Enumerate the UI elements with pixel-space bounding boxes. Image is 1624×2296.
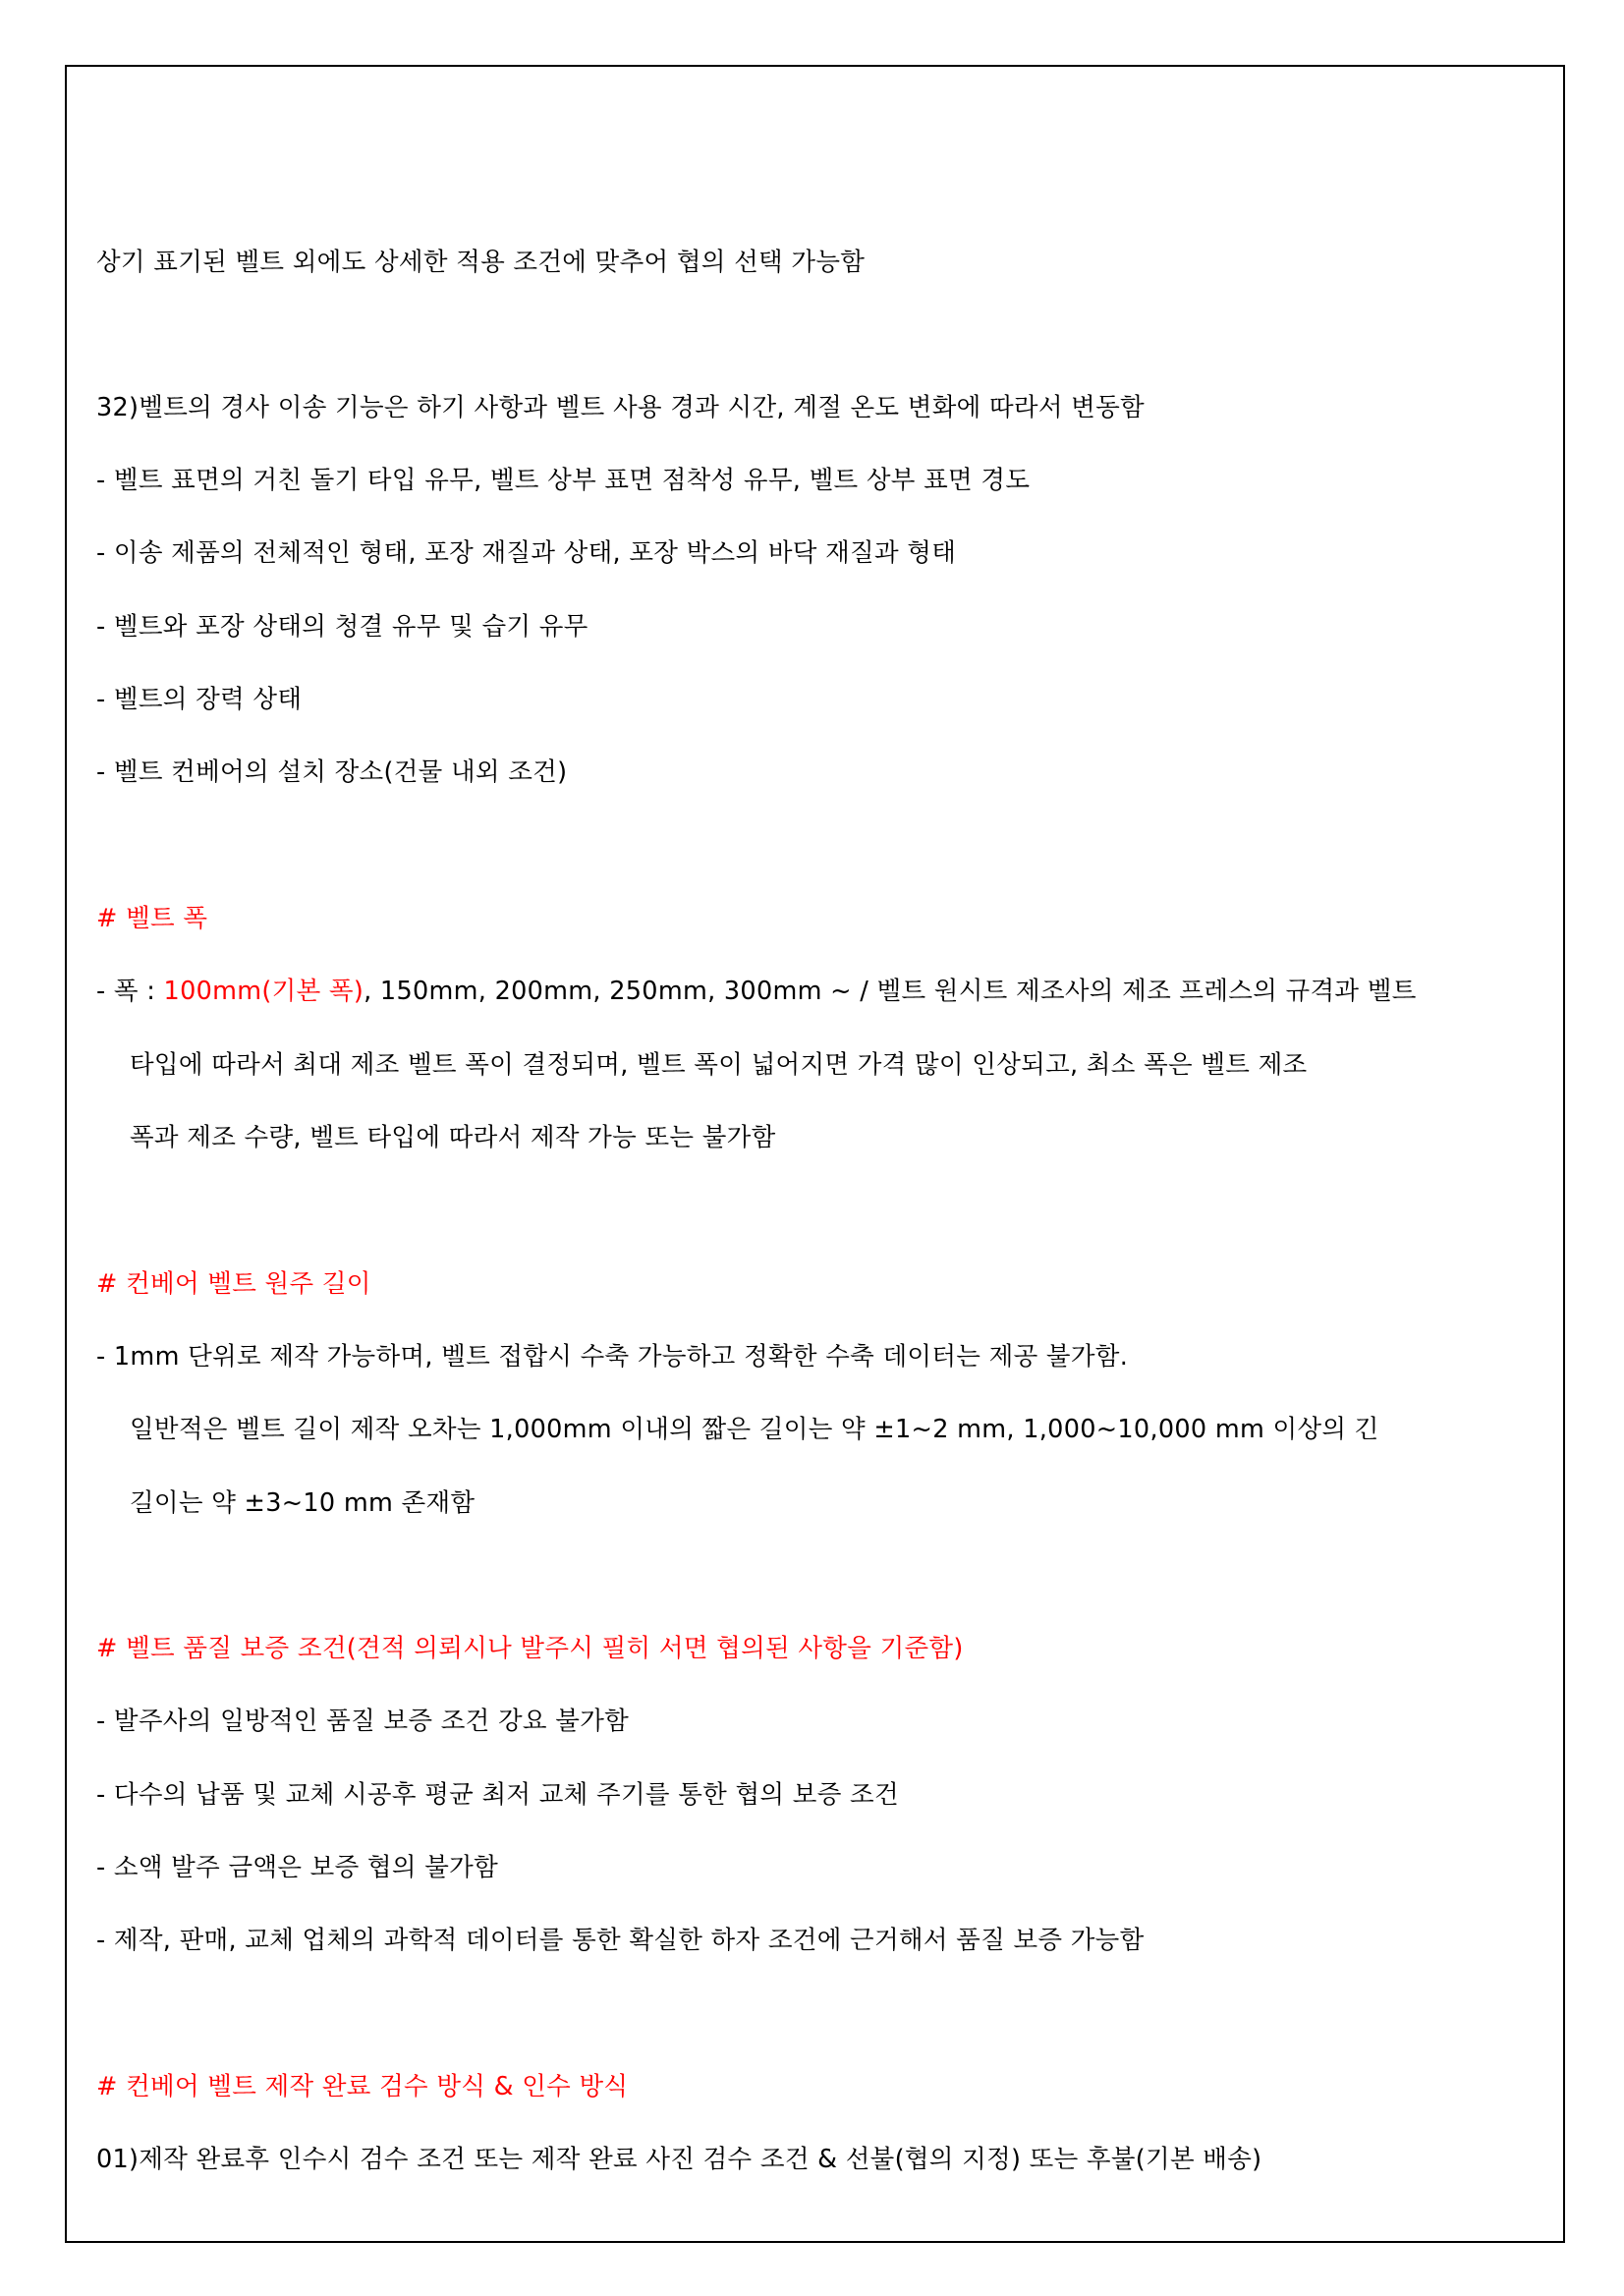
list-item: - 벨트의 장력 상태 [96,685,303,714]
belt-width-prefix: - 폭 : [96,977,164,1006]
list-item: - 소액 발주 금액은 보증 협의 불가함 [96,1853,498,1882]
inspection-line: 01)제작 완료후 인수시 검수 조건 또는 제작 완료 사진 검수 조건 & 선불(협의 지정) 또는 후불(기본 배송) [96,2145,1262,2174]
default-width-highlight: 100mm(기본 폭) [163,977,364,1006]
belt-width-line-3: 폭과 제조 수량, 벨트 타입에 따라서 제작 가능 또는 불가함 [130,1123,776,1152]
list-item: - 벨트 표면의 거친 돌기 타입 유무, 벨트 상부 표면 점착성 유무, 벨트 상부 표면 경도 [96,466,1031,495]
intro-note: 상기 표기된 벨트 외에도 상세한 적용 조건에 맞추어 협의 선택 가능함 [96,248,866,277]
belt-length-line-2: 일반적은 벨트 길이 제작 오차는 1,000mm 이내의 짧은 길이는 약 ±1~2 mm, 1,000~10,000 mm 이상의 긴 [130,1415,1379,1444]
heading-quality-warranty: # 벨트 품질 보증 조건(견적 의뢰시나 발주시 필히 서면 협의된 사항을 기준함) [96,1634,964,1663]
belt-width-rest: , 150mm, 200mm, 250mm, 300mm ~ / 벨트 원시트 제조사의 제조 프레스의 규격과 벨트 [364,977,1417,1006]
heading-belt-length: # 컨베어 벨트 원주 길이 [96,1269,371,1299]
list-item: - 벨트와 포장 상태의 청결 유무 및 습기 유무 [96,612,588,642]
list-item: - 이송 제품의 전체적인 형태, 포장 재질과 상태, 포장 박스의 바닥 재질과 형태 [96,538,957,568]
belt-width-line-2: 타입에 따라서 최대 제조 벨트 폭이 결정되며, 벨트 폭이 넓어지면 가격 많이 인상되고, 최소 폭은 벨트 제조 [130,1050,1308,1080]
list-item: - 제작, 판매, 교체 업체의 과학적 데이터를 통한 확실한 하자 조건에 근거해서 품질 보증 가능함 [96,1926,1145,1955]
heading-inspection-acceptance: # 컨베어 벨트 제작 완료 검수 방식 & 인수 방식 [96,2072,629,2101]
heading-belt-width: # 벨트 폭 [96,904,208,933]
incline-transport-note: 32)벨트의 경사 이송 기능은 하기 사항과 벨트 사용 경과 시간, 계절 온도 변화에 따라서 변동함 [96,393,1145,422]
list-item: - 발주사의 일방적인 품질 보증 조건 강요 불가함 [96,1707,630,1736]
belt-length-line-3: 길이는 약 ±3~10 mm 존재함 [130,1488,476,1518]
belt-length-line-1: - 1mm 단위로 제작 가능하며, 벨트 접합시 수축 가능하고 정확한 수축 데이터는 제공 불가함. [96,1342,1129,1372]
list-item: - 다수의 납품 및 교체 시공후 평균 최저 교체 주기를 통한 협의 보증 조건 [96,1780,899,1810]
list-item: - 벨트 컨베어의 설치 장소(건물 내외 조건) [96,757,568,787]
belt-width-line [96,974,1540,1009]
